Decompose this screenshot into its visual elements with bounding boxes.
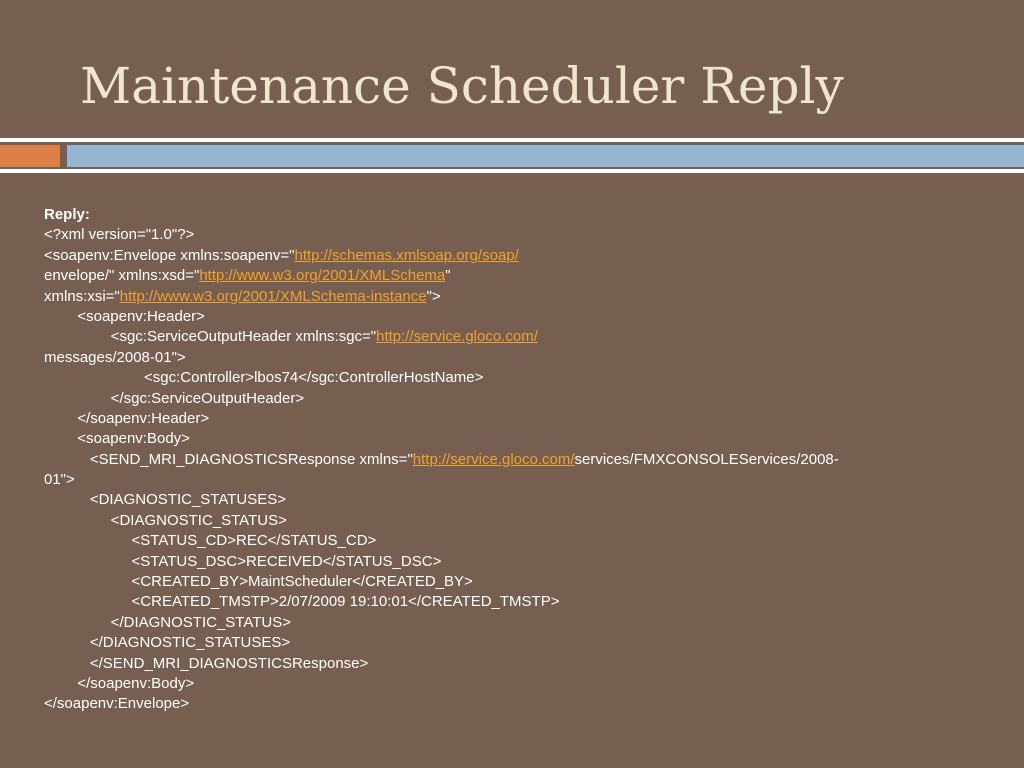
- xml-text: <CREATED_BY>MaintScheduler</CREATED_BY>: [44, 573, 473, 591]
- schema-link[interactable]: http://www.w3.org/2001/XMLSchema: [199, 267, 446, 285]
- xml-line: [44, 633, 984, 653]
- xml-line: [44, 327, 984, 347]
- xml-line: [44, 470, 984, 490]
- reply-content: [44, 205, 984, 715]
- xml-text: ": [445, 267, 451, 285]
- xml-text: <?xml version="1.0"?>: [44, 226, 195, 244]
- xml-line: [44, 266, 984, 286]
- xml-line: [44, 348, 984, 368]
- xml-line: [44, 572, 984, 592]
- xml-line: [44, 552, 984, 572]
- xml-text: </soapenv:Header>: [44, 409, 210, 427]
- xml-line: [44, 246, 984, 266]
- xml-text: </DIAGNOSTIC_STATUS>: [44, 613, 291, 631]
- xml-line: [44, 368, 984, 388]
- xml-text: 01">: [44, 471, 75, 489]
- xml-text: <CREATED_TMSTP>2/07/2009 19:10:01</CREATED_TMSTP>: [44, 593, 560, 611]
- xml-line: [44, 592, 984, 612]
- xml-line: [44, 674, 984, 694]
- accent-bar-orange: [0, 145, 60, 167]
- accent-bar-blue: [67, 145, 1024, 167]
- xml-text: </DIAGNOSTIC_STATUSES>: [44, 634, 291, 652]
- xml-text: messages/2008-01">: [44, 348, 186, 366]
- reply-heading: Reply:: [44, 206, 90, 223]
- schema-link[interactable]: http://schemas.xmlsoap.org/soap/: [294, 246, 519, 264]
- xml-text: xmlns:xsi=": [44, 287, 120, 305]
- xml-line: [44, 225, 984, 245]
- xml-text: services/FMXCONSOLEServices/2008-: [574, 450, 839, 468]
- slide-title: Maintenance Scheduler Reply: [80, 57, 844, 115]
- xml-line: [44, 490, 984, 510]
- xml-text: ">: [426, 287, 441, 305]
- service-link[interactable]: http://service.gloco.com/: [376, 328, 538, 346]
- xml-text: </soapenv:Body>: [44, 674, 195, 692]
- xml-text: </SEND_MRI_DIAGNOSTICSResponse>: [44, 654, 369, 672]
- xml-text: <soapenv:Envelope xmlns:soapenv=": [44, 246, 295, 264]
- xml-text: <SEND_MRI_DIAGNOSTICSResponse xmlns=": [44, 450, 413, 468]
- xml-line: [44, 429, 984, 449]
- xml-line: [44, 654, 984, 674]
- xml-text: </sgc:ServiceOutputHeader>: [44, 389, 305, 407]
- xml-line: [44, 694, 984, 714]
- xml-line: [44, 450, 984, 470]
- xml-line: [44, 409, 984, 429]
- xml-line: [44, 511, 984, 531]
- service-link[interactable]: http://service.gloco.com/: [412, 450, 575, 468]
- xml-line: [44, 287, 984, 307]
- xml-text: </soapenv:Envelope>: [44, 695, 190, 713]
- xml-text: <soapenv:Header>: [44, 307, 205, 325]
- xml-line: [44, 613, 984, 633]
- schema-link[interactable]: http://www.w3.org/2001/XMLSchema-instance: [119, 287, 427, 305]
- title-divider-top: [0, 138, 1024, 142]
- xml-text: <soapenv:Body>: [44, 430, 190, 448]
- xml-text: <DIAGNOSTIC_STATUS>: [44, 511, 287, 529]
- xml-line: [44, 389, 984, 409]
- xml-text: envelope/" xmlns:xsd=": [44, 267, 200, 285]
- xml-text: <STATUS_CD>REC</STATUS_CD>: [44, 532, 377, 550]
- title-divider-bottom: [0, 169, 1024, 173]
- xml-line: [44, 531, 984, 551]
- xml-text: <sgc:Controller>lbos74</sgc:ControllerHostName>: [44, 369, 484, 387]
- xml-text: <STATUS_DSC>RECEIVED</STATUS_DSC>: [44, 552, 442, 570]
- xml-text: <DIAGNOSTIC_STATUSES>: [44, 491, 286, 509]
- xml-text: <sgc:ServiceOutputHeader xmlns:sgc=": [44, 328, 377, 346]
- xml-line: [44, 307, 984, 327]
